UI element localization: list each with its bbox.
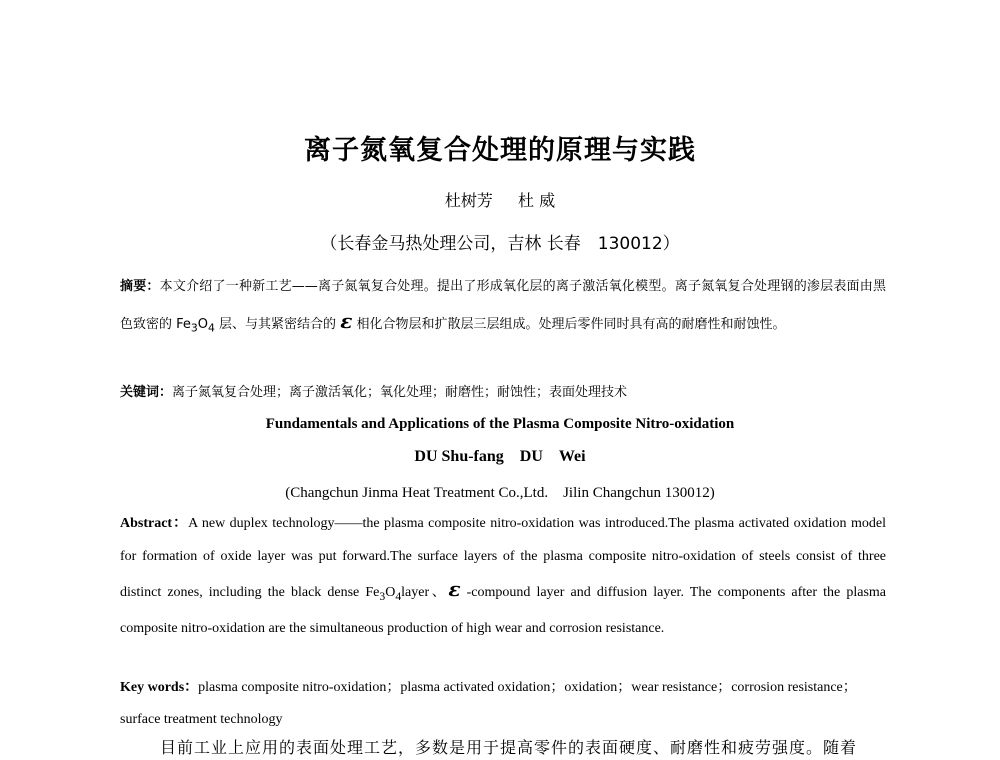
abstract-en-text-2: layer、 bbox=[401, 585, 449, 600]
keywords-en-label: Key words bbox=[120, 680, 185, 695]
author-cn-1: 杜树芳 bbox=[444, 191, 493, 210]
abstract-cn bbox=[120, 270, 886, 346]
abstract-cn-text-3: 相化合物层和扩散层三层组成。处理后零件同时具有高的耐磨性和耐蚀性。 bbox=[352, 317, 786, 332]
keywords-cn bbox=[120, 378, 886, 408]
affiliation-cn: （长春金马热处理公司，吉林 长春 130012） bbox=[320, 234, 680, 254]
abstract-en-sub4: 4 bbox=[395, 589, 402, 603]
authors-en bbox=[0, 448, 1000, 466]
abstract-cn-o: O bbox=[197, 317, 209, 332]
keywords-en-text: plasma composite nitro-oxidation；plasma activated oxidation；oxidation；wear resistance；corrosion resistance；surface treatment technology bbox=[120, 680, 857, 727]
abstract-cn-text-2: 层、与其紧密结合的 bbox=[214, 317, 341, 332]
affiliation-en: (Changchun Jinma Heat Treatment Co.,Ltd. Jilin Changchun 130012) bbox=[285, 485, 715, 501]
paper-title: 离子氮氧复合处理的原理与实践 bbox=[304, 135, 696, 166]
abstract-en-o: O bbox=[385, 585, 396, 600]
abstract-en-colon: ： bbox=[172, 516, 189, 531]
epsilon-symbol-en: ε bbox=[448, 577, 461, 601]
keywords-en-colon: ： bbox=[184, 680, 199, 695]
abstract-cn-sub3: 3 bbox=[190, 321, 198, 335]
authors-cn bbox=[0, 188, 1000, 211]
author-en-1: DU Shu-fang bbox=[414, 448, 504, 465]
keywords-en bbox=[120, 672, 886, 736]
keywords-cn-label: 关键词： bbox=[120, 385, 173, 400]
abstract-en-label: Abstract bbox=[120, 516, 173, 531]
abstract-en bbox=[120, 508, 886, 646]
abstract-cn-text-1: 本文介绍了一种新工艺——离子氮氧复合处理。提出了形成氧化层的离子激活氧化模型。离子氮氧复合处理钢的渗层表面由黑色致密的 Fe bbox=[120, 279, 886, 332]
keywords-cn-text: 离子氮氧复合处理；离子激活氧化；氧化处理；耐磨性；耐蚀性；表面处理技术 bbox=[172, 385, 628, 400]
abstract-cn-sub4: 4 bbox=[208, 321, 215, 335]
body-paragraph-start: 目前工业上应用的表面处理工艺，多数是用于提高零件的表面硬度、耐磨性和疲劳强度。随着 bbox=[160, 738, 858, 757]
abstract-en-sub3: 3 bbox=[379, 589, 386, 603]
author-en-2-given: Wei bbox=[558, 448, 586, 465]
paper-title-en: Fundamentals and Applications of the Plasma Composite Nitro-oxidation bbox=[265, 416, 735, 432]
author-cn-2: 杜 威 bbox=[518, 191, 556, 210]
abstract-en-text-1: A new duplex technology——the plasma composite nitro-oxidation was introduced.The plasma activated oxidation model for formation of oxide layer was put forward.The surface layers of the plasma composite nitro-oxidation of steels consist of three distinct zones, including the black dense Fe bbox=[120, 516, 886, 600]
epsilon-symbol: ε bbox=[340, 309, 353, 333]
abstract-cn-label: 摘要： bbox=[120, 279, 160, 294]
abstract-en-text-3: -compound layer and diffusion layer. The components after the plasma composite nitro-oxidation are the simultaneous production of high wear and corrosion resistance. bbox=[120, 585, 886, 637]
author-en-2-surname: DU bbox=[519, 448, 543, 465]
